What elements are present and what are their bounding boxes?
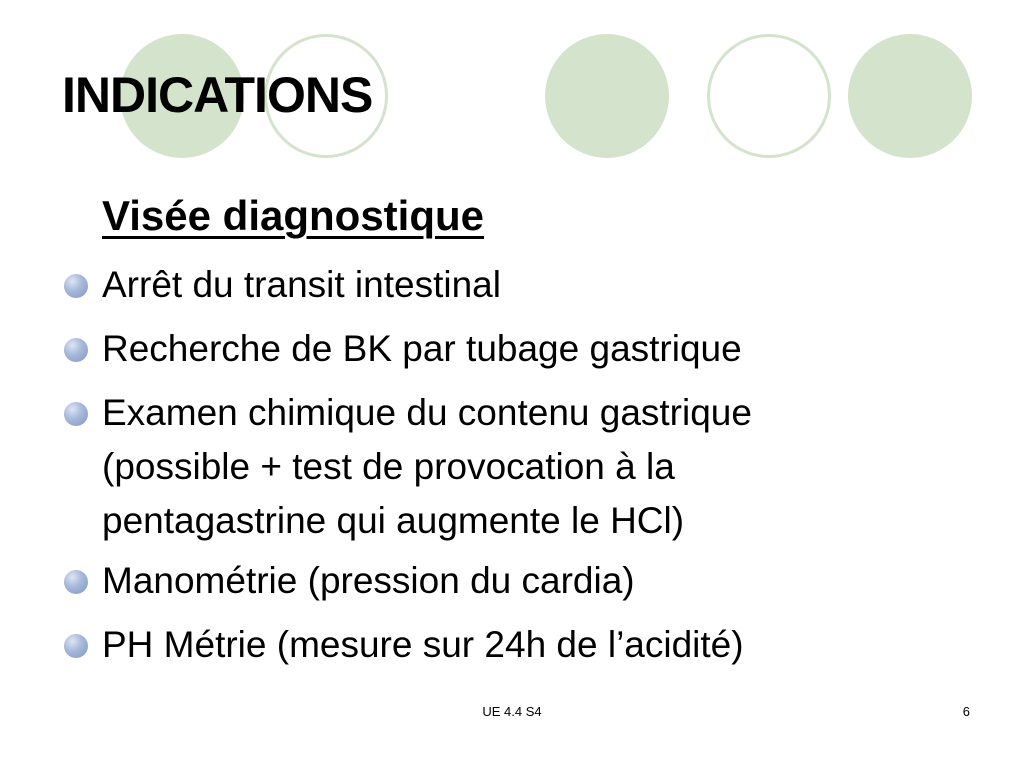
bullet-icon — [64, 338, 88, 362]
page-number: 6 — [962, 704, 970, 719]
decorative-circle-filled — [848, 34, 972, 158]
bullet-icon — [64, 634, 88, 658]
bullet-text: Examen chimique du contenu gastrique — [102, 392, 752, 433]
bullet-item — [64, 558, 964, 604]
bullet-icon — [64, 570, 88, 594]
slide-subtitle: Visée diagnostique — [102, 192, 484, 239]
bullet-text: Manométrie (pression du cardia) — [102, 560, 635, 601]
decorative-circle-filled — [545, 34, 669, 158]
bullet-text: PH Métrie (mesure sur 24h de l’acidité) — [102, 624, 744, 665]
bullet-item — [64, 390, 964, 544]
decorative-circle-outline — [707, 34, 831, 158]
bullet-text-continuation: (possible + test de provocation à la — [102, 446, 675, 487]
slide-title: INDICATIONS — [62, 67, 373, 123]
bullet-item — [64, 622, 964, 668]
footer-label: UE 4.4 S4 — [482, 704, 542, 719]
bullet-icon — [64, 402, 88, 426]
bullet-text: Recherche de BK par tubage gastrique — [102, 328, 742, 369]
bullet-text-continuation: pentagastrine qui augmente le HCl) — [102, 500, 685, 541]
bullet-text: Arrêt du transit intestinal — [102, 264, 501, 305]
bullet-list — [64, 262, 964, 686]
bullet-item — [64, 326, 964, 372]
bullet-icon — [64, 274, 88, 298]
bullet-item — [64, 262, 964, 308]
